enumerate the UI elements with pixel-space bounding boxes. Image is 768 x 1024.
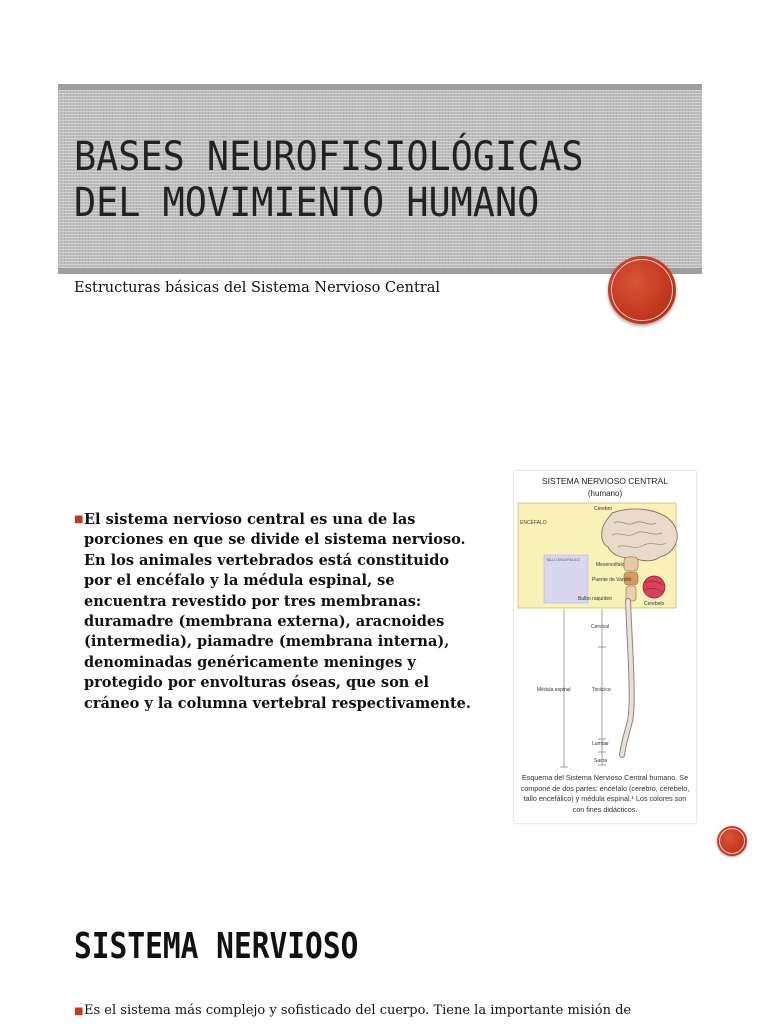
label-encefalo: ENCÉFALO [520, 520, 547, 526]
label-medula: Médula espinal [537, 687, 571, 693]
slide-title: BASES NEUROFISIOLÓGICAS DEL MOVIMIENTO HUMANO [74, 134, 584, 226]
slide-2 [0, 880, 768, 1024]
label-bulbo: Bulbo raquídeo [578, 596, 612, 602]
cerebelo-shape [643, 576, 665, 598]
decorative-circle-icon [608, 256, 676, 324]
section-title: SISTEMA NERVIOSO [74, 926, 359, 967]
label-mesencefalo: Mesencéfalo [596, 562, 625, 568]
content-bullet-2 [74, 1002, 714, 1020]
label-cerebro: Cerebro [594, 506, 613, 512]
square-bullet-icon: ■ [74, 1006, 84, 1017]
label-toracica: Torácica [592, 687, 611, 693]
label-lumbar: Lumbar [592, 741, 609, 747]
figure-subtitle: (humano) [587, 489, 623, 498]
label-cerebelo: Cerebelo [644, 601, 665, 607]
square-bullet-icon: ■ [74, 514, 84, 525]
label-tallo: TALLO ENCEFÁLICO [546, 558, 581, 562]
cns-diagram [514, 471, 696, 823]
bullet-text: El sistema nervioso central es una de las porciones en que se divide el sistema nervioso. En los animales vertebrados está constituido por el encéfalo y la médula espinal, se encuentra revestido por tres membranas: duramadre (membrana externa), aracnoides (intermedia), piamadre (membrana interna), denominadas genéricamente meninges y protegido por envolturas óseas, que son el cráneo y la columna vertebral respectivamente. [84, 511, 471, 712]
bullet-row [74, 510, 474, 714]
mesencefalo-shape [624, 557, 638, 571]
bullet-text-2: Es el sistema más complejo y sofisticado del cuerpo. Tiene la importante misión de [84, 1003, 632, 1018]
cns-diagram-figure [514, 471, 696, 823]
content-bullet [74, 510, 474, 714]
figure-caption: Esquema del Sistema Nervioso Central humano. Se compone de dos partes: encéfalo (cerebro, cerebelo, tallo encefálico) y médula espinal.¹ Los colores son con fines didácticos. [520, 773, 690, 814]
label-sacra: Sacra [594, 758, 608, 764]
figure-title: SISTEMA NERVIOSO CENTRAL [542, 476, 668, 486]
decorative-circle-small-icon [717, 826, 747, 856]
title-band [58, 84, 702, 274]
label-cervical: Cervical [591, 624, 610, 630]
slide-subtitle: Estructuras básicas del Sistema Nervioso Central [74, 280, 440, 296]
label-puente: Puente de Varolio [592, 577, 632, 583]
